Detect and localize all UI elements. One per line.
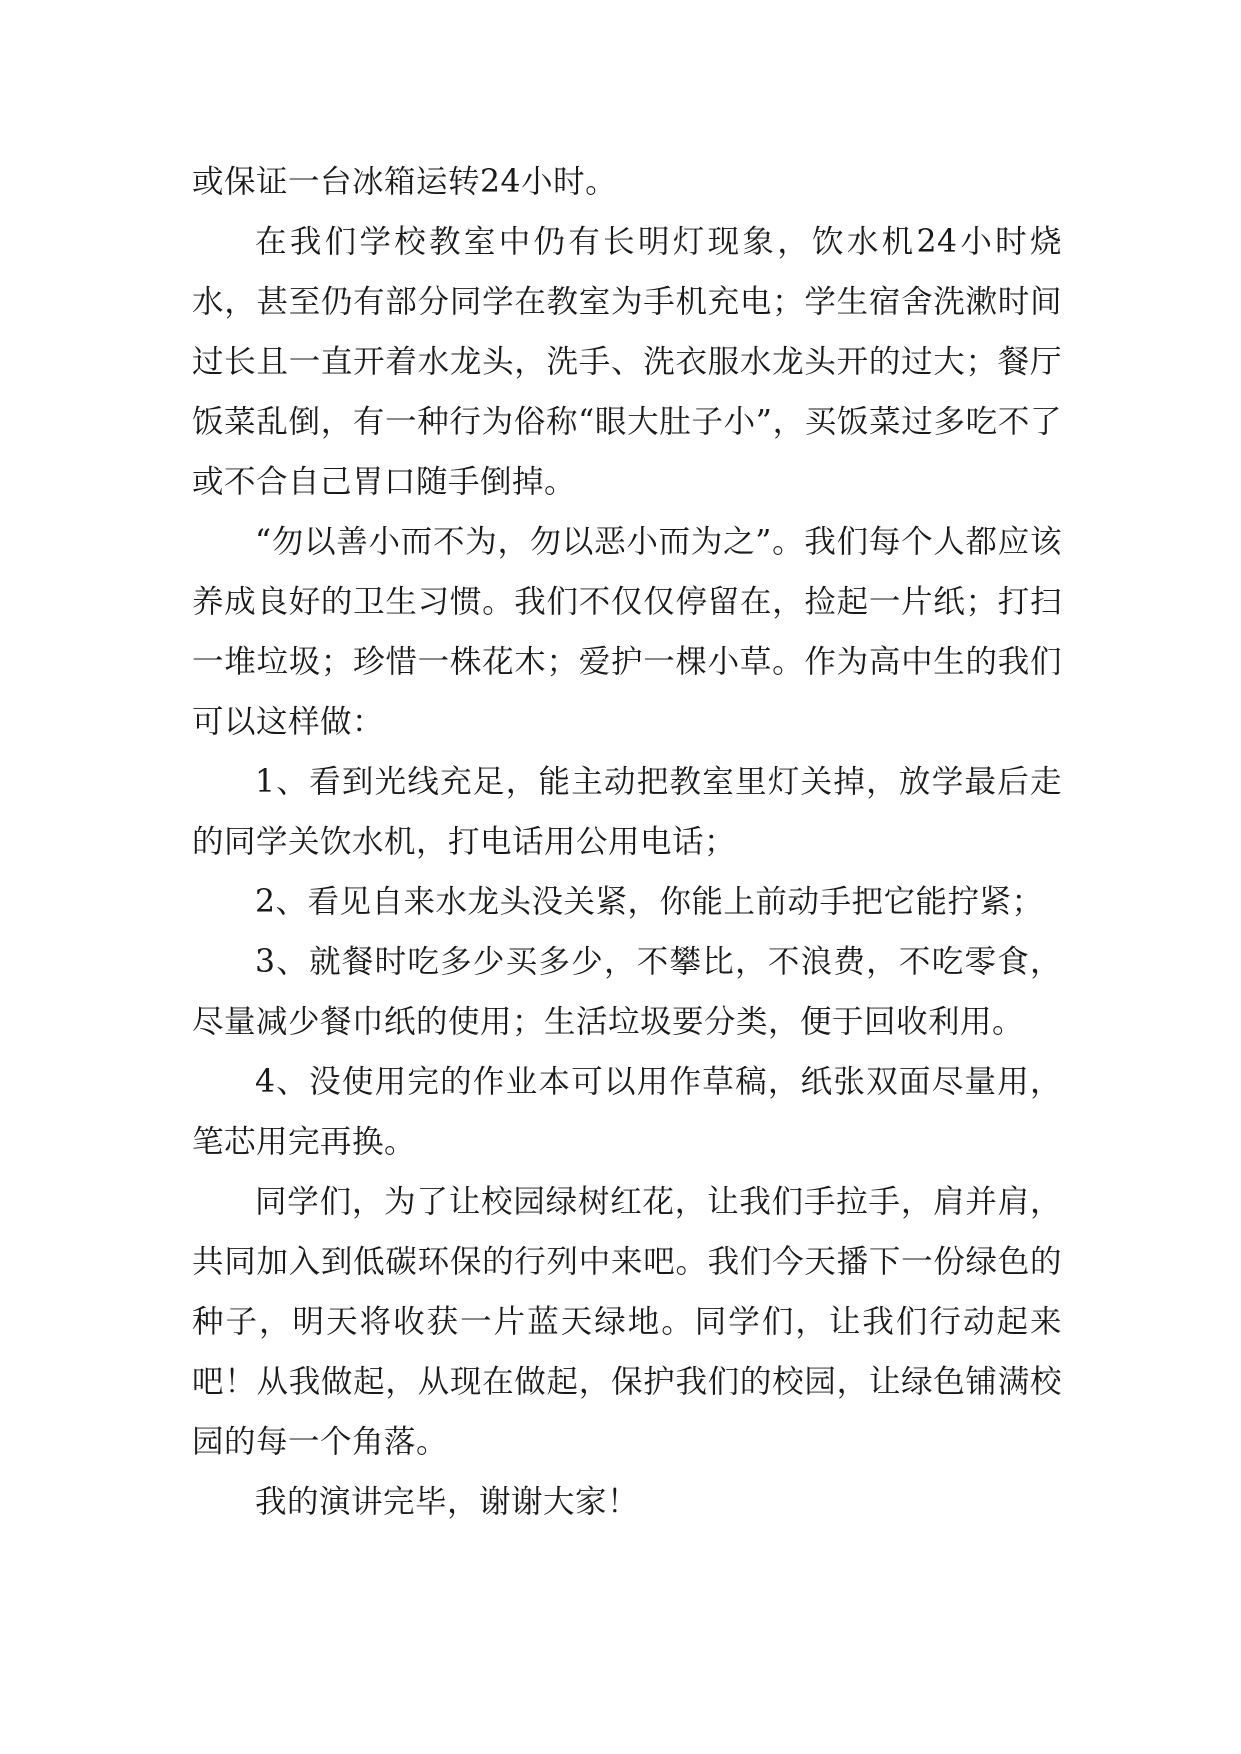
list-item-4: 4、没使用完的作业本可以用作草稿，纸张双面尽量用，笔芯用完再换。 xyxy=(192,1064,1062,1160)
paragraph-proverb: “勿以善小而不为，勿以恶小而为之”。我们每个人都应该养成良好的卫生习惯。我们不仅仅停留在，捡起一片纸；打扫一堆垃圾；珍惜一株花木；爱护一棵小草。作为高中生的我们可以这样做： xyxy=(192,524,1062,740)
list-item-3: 3、就餐时吃多少买多少，不攀比，不浪费，不吃零食，尽量减少餐巾纸的使用；生活垃圾要分类，便于回收利用。 xyxy=(192,944,1062,1040)
paragraph-closing: 我的演讲完毕，谢谢大家！ xyxy=(255,1484,640,1520)
list-item-2: 2、看见自来水龙头没关紧，你能上前动手把它能拧紧； xyxy=(255,884,1044,920)
document-body xyxy=(192,152,1062,1532)
list-item-1: 1、看到光线充足，能主动把教室里灯关掉，放学最后走的同学关饮水机，打电话用公用电话； xyxy=(192,764,1062,860)
paragraph-classroom-waste: 在我们学校教室中仍有长明灯现象，饮水机24小时烧水，甚至仍有部分同学在教室为手机充电；学生宿舍洗漱时间过长且一直开着水龙头，洗手、洗衣服水龙头开的过大；餐厅饭菜乱倒，有一种行为俗称“眼大肚子小”，买饭菜过多吃不了或不合自己胃口随手倒掉。 xyxy=(192,224,1062,500)
paragraph-call-to-action: 同学们，为了让校园绿树红花，让我们手拉手，肩并肩，共同加入到低碳环保的行列中来吧。我们今天播下一份绿色的种子，明天将收获一片蓝天绿地。同学们，让我们行动起来吧！从我做起，从现在做起，保护我们的校园，让绿色铺满校园的每一个角落。 xyxy=(192,1184,1062,1460)
paragraph-continuation: 或保证一台冰箱运转24小时。 xyxy=(192,164,618,200)
